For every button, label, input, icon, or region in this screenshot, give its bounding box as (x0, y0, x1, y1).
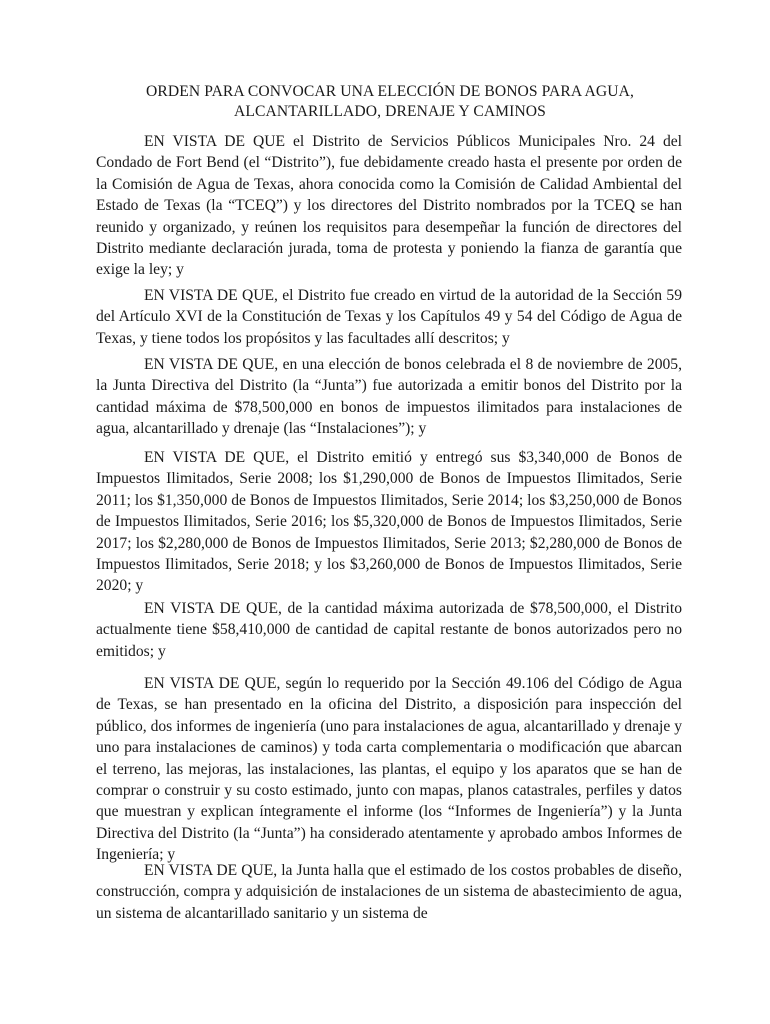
paragraph-1: EN VISTA DE QUE el Distrito de Servicios Públicos Municipales Nro. 24 del Condado de Fort Bend (el “Distrito”), fue debidamente creado hasta el presente por orden de la Comisión de Agua de Texas, ahora conocida como la Comisión de Calidad Ambiental del Estado de Texas (la “TCEQ”) y los directores del Distrito nombrados por la TCEQ se han reunido y organizado, y reúnen los requisitos para desempeñar la función de directores del Distrito mediante declaración jurada, toma de protesta y poniendo la fianza de garantía que exige la ley; y (96, 133, 682, 279)
paragraph-3: EN VISTA DE QUE, en una elección de bonos celebrada el 8 de noviembre de 2005, la Junta Directiva del Distrito (la “Junta”) fue autorizada a emitir bonos del Distrito por la cantidad máxima de $78,500,000 en bonos de impuestos ilimitados para instalaciones de agua, alcantarillado y drenaje (las “Instalaciones”); y (96, 356, 682, 438)
title-line-2: ALCANTARILLADO, DRENAJE Y CAMINOS (234, 103, 546, 120)
paragraph-6: EN VISTA DE QUE, según lo requerido por la Sección 49.106 del Código de Agua de Texas, se han presentado en la oficina del Distrito, a disposición para inspección del público, dos informes de ingeniería (uno para instalaciones de agua, alcantarillado y drenaje y uno para instalaciones de caminos) y toda carta complementaria o modificación que abarcan el terreno, las mejoras, las instalaciones, las plantas, el equipo y los aparatos que se han de comprar o construir y su costo estimado, junto con mapas, planos catastrales, perfiles y datos que muestran y explican íntegramente el informe (los “Informes de Ingeniería”) y la Junta Directiva del Distrito (la “Junta”) ha considerado atentamente y aprobado ambos Informes de Ingeniería; y (96, 675, 682, 864)
paragraph-5: EN VISTA DE QUE, de la cantidad máxima autorizada de $78,500,000, el Distrito actualmente tiene $58,410,000 de cantidad de capital restante de bonos autorizados pero no emitidos; y (96, 600, 682, 660)
title-line-1: ORDEN PARA CONVOCAR UNA ELECCIÓN DE BONOS PARA AGUA, (146, 83, 634, 100)
paragraph-4: EN VISTA DE QUE, el Distrito emitió y entregó sus $3,340,000 de Bonos de Impuestos Ilimitados, Serie 2008; los $1,290,000 de Bonos de Impuestos Ilimitados, Serie 2011; los $1,350,000 de Bonos de Impuestos Ilimitados, Serie 2014; los $3,250,000 de Bonos de Impuestos Ilimitados, Serie 2016; los $5,320,000 de Bonos de Impuestos Ilimitados, Serie 2017; los $2,280,000 de Bonos de Impuestos Ilimitados, Serie 2013; $2,280,000 de Bonos de Impuestos Ilimitados, Serie 2018; y los $3,260,000 de Bonos de Impuestos Ilimitados, Serie 2020; y (96, 449, 682, 595)
paragraph-7: EN VISTA DE QUE, la Junta halla que el estimado de los costos probables de diseño, construcción, compra y adquisición de instalaciones de un sistema de abastecimiento de agua, un sistema de alcantarillado sanitario y un sistema de (96, 862, 682, 922)
document-title (100, 82, 680, 122)
paragraph-2: EN VISTA DE QUE, el Distrito fue creado en virtud de la autoridad de la Sección 59 del Artículo XVI de la Constitución de Texas y los Capítulos 49 y 54 del Código de Agua de Texas, y tiene todos los propósitos y las facultades allí descritos; y (96, 287, 682, 347)
